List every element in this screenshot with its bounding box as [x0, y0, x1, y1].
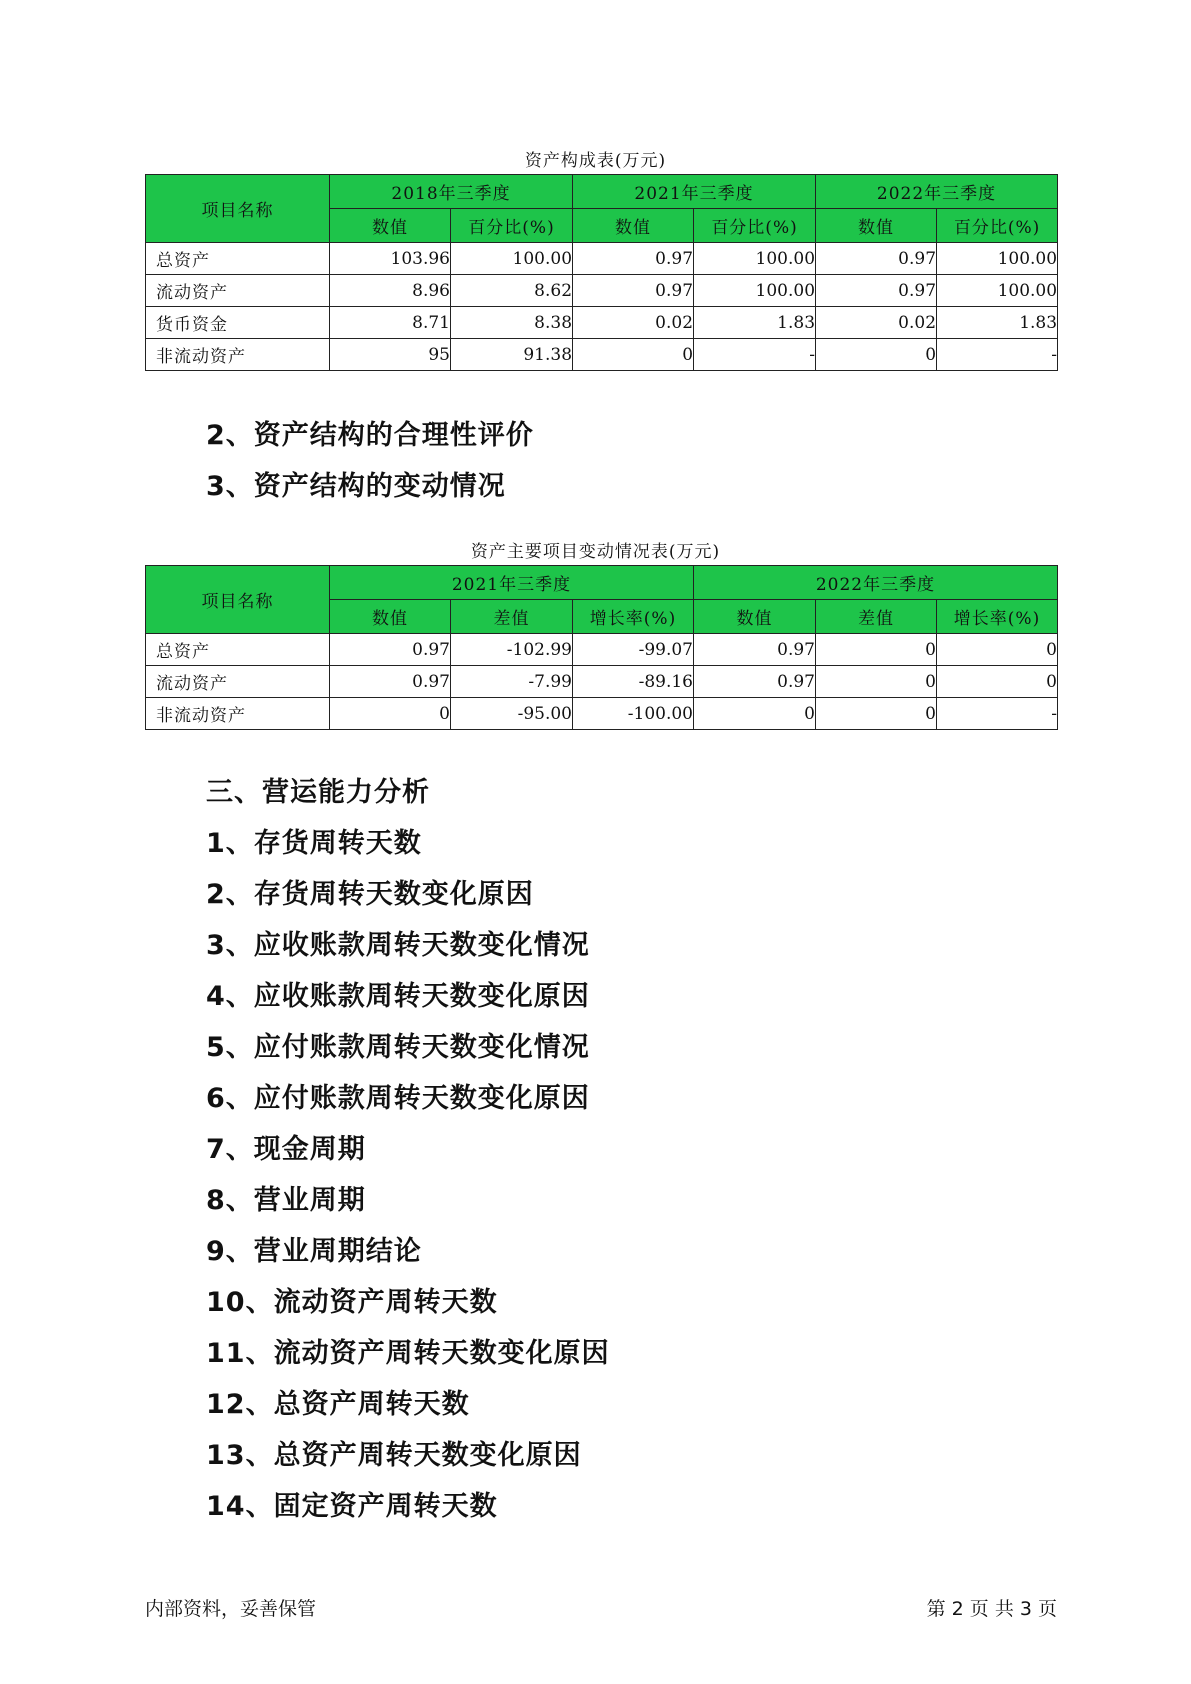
section-heading: 5、应付账款周转天数变化情况: [206, 1032, 590, 1063]
cell: 0.97: [694, 666, 816, 698]
header-item-name: 项目名称: [146, 566, 330, 634]
cell: 8.71: [330, 307, 451, 339]
header-item-name: 项目名称: [146, 175, 330, 243]
cell: -7.99: [451, 666, 573, 698]
section-heading: 1、存货周转天数: [206, 828, 422, 859]
cell: 8.38: [451, 307, 573, 339]
row-name: 非流动资产: [146, 698, 330, 730]
subheader: 差值: [451, 600, 573, 634]
row-name: 流动资产: [146, 275, 330, 307]
table-row: [146, 698, 1058, 730]
section-heading: 8、营业周期: [206, 1185, 366, 1216]
cell: 1.83: [694, 307, 816, 339]
row-name: 货币资金: [146, 307, 330, 339]
table2-caption: 资产主要项目变动情况表(万元): [470, 542, 721, 562]
cell: 0: [937, 634, 1058, 666]
cell: 0: [816, 339, 937, 371]
section-heading: 3、资产结构的变动情况: [206, 471, 506, 502]
subheader: 数值: [330, 209, 451, 243]
row-name: 总资产: [146, 634, 330, 666]
subheader: 数值: [816, 209, 937, 243]
table-row: [146, 275, 1058, 307]
cell: -: [937, 339, 1058, 371]
table1-caption: 资产构成表(万元): [524, 151, 667, 171]
header-period: 2021年三季度: [573, 175, 816, 209]
cell: -99.07: [573, 634, 694, 666]
subheader: 增长率(%): [937, 600, 1058, 634]
table-row: [146, 666, 1058, 698]
cell: 8.62: [451, 275, 573, 307]
footer-confidential-note: 内部资料，妥善保管: [145, 1598, 317, 1620]
footer-page-number: 第 2 页 共 3 页: [926, 1598, 1057, 1620]
subheader: 数值: [573, 209, 694, 243]
cell: 0.97: [694, 634, 816, 666]
section-heading: 7、现金周期: [206, 1134, 366, 1165]
cell: 0.02: [573, 307, 694, 339]
section-heading: 12、总资产周转天数: [206, 1389, 470, 1420]
subheader: 差值: [816, 600, 937, 634]
header-period: 2022年三季度: [694, 566, 1058, 600]
cell: 91.38: [451, 339, 573, 371]
cell: 0: [573, 339, 694, 371]
section-heading: 13、总资产周转天数变化原因: [206, 1440, 582, 1471]
cell: 0.97: [330, 634, 451, 666]
cell: 100.00: [694, 243, 816, 275]
cell: 0: [816, 698, 937, 730]
row-name: 流动资产: [146, 666, 330, 698]
header-period: 2018年三季度: [330, 175, 573, 209]
table-row: [146, 307, 1058, 339]
section-heading: 14、固定资产周转天数: [206, 1491, 498, 1522]
section-heading: 3、应收账款周转天数变化情况: [206, 930, 590, 961]
cell: -: [937, 698, 1058, 730]
cell: 0: [937, 666, 1058, 698]
section-heading: 2、资产结构的合理性评价: [206, 420, 534, 451]
asset-change-table: [145, 565, 1058, 730]
table-row: [146, 339, 1058, 371]
cell: 100.00: [694, 275, 816, 307]
cell: 0: [330, 698, 451, 730]
section-heading: 三、营运能力分析: [206, 777, 430, 808]
header-period: 2021年三季度: [330, 566, 694, 600]
row-name: 非流动资产: [146, 339, 330, 371]
cell: -100.00: [573, 698, 694, 730]
subheader: 数值: [694, 600, 816, 634]
subheader: 百分比(%): [451, 209, 573, 243]
cell: 0.97: [573, 243, 694, 275]
cell: 100.00: [451, 243, 573, 275]
section-heading: 2、存货周转天数变化原因: [206, 879, 534, 910]
cell: 100.00: [937, 243, 1058, 275]
cell: 0.97: [816, 243, 937, 275]
cell: -: [694, 339, 816, 371]
section-heading: 9、营业周期结论: [206, 1236, 422, 1267]
subheader: 增长率(%): [573, 600, 694, 634]
cell: 0.97: [330, 666, 451, 698]
cell: -95.00: [451, 698, 573, 730]
cell: 0.97: [573, 275, 694, 307]
cell: 0: [694, 698, 816, 730]
table-row: [146, 243, 1058, 275]
subheader: 数值: [330, 600, 451, 634]
asset-composition-table: [145, 174, 1058, 371]
section-heading: 6、应付账款周转天数变化原因: [206, 1083, 590, 1114]
cell: -102.99: [451, 634, 573, 666]
cell: 0: [816, 634, 937, 666]
subheader: 百分比(%): [937, 209, 1058, 243]
cell: -89.16: [573, 666, 694, 698]
cell: 0.97: [816, 275, 937, 307]
cell: 0: [816, 666, 937, 698]
cell: 100.00: [937, 275, 1058, 307]
section-heading: 4、应收账款周转天数变化原因: [206, 981, 590, 1012]
cell: 103.96: [330, 243, 451, 275]
section-heading: 10、流动资产周转天数: [206, 1287, 498, 1318]
table-row: [146, 634, 1058, 666]
subheader: 百分比(%): [694, 209, 816, 243]
row-name: 总资产: [146, 243, 330, 275]
cell: 1.83: [937, 307, 1058, 339]
cell: 0.02: [816, 307, 937, 339]
cell: 8.96: [330, 275, 451, 307]
cell: 95: [330, 339, 451, 371]
header-period: 2022年三季度: [816, 175, 1058, 209]
section-heading: 11、流动资产周转天数变化原因: [206, 1338, 610, 1369]
